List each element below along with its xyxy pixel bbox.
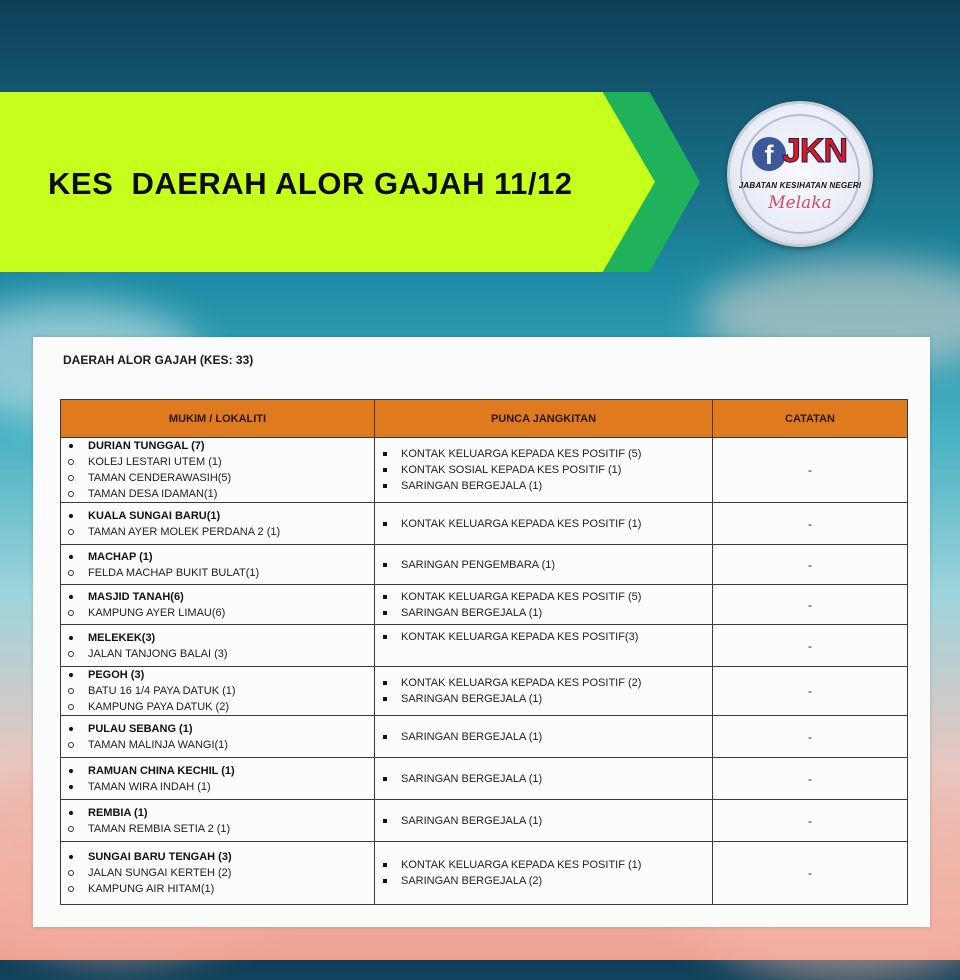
- logo-subtitle: JABATAN KESIHATAN NEGERI: [738, 181, 862, 190]
- punca-list: [383, 857, 712, 889]
- logo-script: Melaka: [768, 193, 832, 213]
- catatan-cell: -: [713, 842, 908, 905]
- mukim-name: PEGOH (3): [69, 667, 374, 683]
- table-row: [61, 842, 908, 905]
- mukim-list: [69, 630, 374, 662]
- punca-list: [383, 629, 712, 645]
- mukim-list: [69, 805, 374, 837]
- lokaliti-item: KOLEJ LESTARI UTEM (1): [69, 454, 374, 470]
- table-row: [61, 503, 908, 545]
- catatan-cell: -: [713, 758, 908, 800]
- punca-item: SARINGAN BERGEJALA (2): [383, 873, 712, 889]
- lokaliti-item: KAMPUNG AYER LIMAU(6): [69, 605, 374, 621]
- mukim-cell: [61, 438, 375, 503]
- mukim-cell: [61, 585, 375, 625]
- mukim-list: [69, 549, 374, 581]
- mukim-cell: [61, 758, 375, 800]
- punca-cell: [375, 758, 713, 800]
- page-title: KES DAERAH ALOR GAJAH 11/12: [48, 166, 573, 201]
- mukim-name: MELEKEK(3): [69, 630, 374, 646]
- mukim-cell: [61, 503, 375, 545]
- lokaliti-item: TAMAN CENDERAWASIH(5): [69, 470, 374, 486]
- mukim-list: [69, 667, 374, 715]
- lokaliti-item: TAMAN DESA IDAMAN(1): [69, 486, 374, 502]
- lokaliti-item: TAMAN AYER MOLEK PERDANA 2 (1): [69, 524, 374, 540]
- punca-cell: [375, 438, 713, 503]
- punca-item: KONTAK KELUARGA KEPADA KES POSITIF (5): [383, 589, 712, 605]
- mukim-list: [69, 589, 374, 621]
- punca-item: SARINGAN BERGEJALA (1): [383, 771, 712, 787]
- punca-list: [383, 675, 712, 707]
- mukim-list: [69, 763, 374, 795]
- punca-cell: [375, 800, 713, 842]
- header-mukim: MUKIM / LOKALITI: [61, 400, 375, 438]
- punca-item: SARINGAN BERGEJALA (1): [383, 605, 712, 621]
- punca-list: [383, 557, 712, 573]
- lokaliti-item: BATU 16 1/4 PAYA DATUK (1): [69, 683, 374, 699]
- catatan-cell: -: [713, 716, 908, 758]
- punca-item: KONTAK KELUARGA KEPADA KES POSITIF (2): [383, 675, 712, 691]
- catatan-cell: -: [713, 503, 908, 545]
- punca-cell: [375, 503, 713, 545]
- table-row: [61, 585, 908, 625]
- punca-item: KONTAK KELUARGA KEPADA KES POSITIF(3): [383, 629, 712, 645]
- punca-cell: [375, 842, 713, 905]
- mukim-list: [69, 508, 374, 540]
- mukim-cell: [61, 716, 375, 758]
- punca-item: KONTAK KELUARGA KEPADA KES POSITIF (5): [383, 446, 712, 462]
- table-row: [61, 625, 908, 667]
- punca-item: KONTAK KELUARGA KEPADA KES POSITIF (1): [383, 857, 712, 873]
- mukim-name: MASJID TANAH(6): [69, 589, 374, 605]
- jkn-logo: [727, 101, 873, 247]
- table-row: [61, 716, 908, 758]
- lokaliti-item: KAMPUNG AIR HITAM(1): [69, 881, 374, 897]
- catatan-cell: -: [713, 438, 908, 503]
- punca-item: SARINGAN BERGEJALA (1): [383, 813, 712, 829]
- mukim-list: [69, 721, 374, 753]
- catatan-cell: -: [713, 625, 908, 667]
- mukim-cell: [61, 800, 375, 842]
- table-row: [61, 438, 908, 503]
- lokaliti-item: FELDA MACHAP BUKIT BULAT(1): [69, 565, 374, 581]
- punca-item: KONTAK SOSIAL KEPADA KES POSITIF (1): [383, 462, 712, 478]
- table-row: [61, 758, 908, 800]
- header-catatan: CATATAN: [713, 400, 908, 438]
- lokaliti-item: TAMAN WIRA INDAH (1): [69, 779, 374, 795]
- punca-item: SARINGAN BERGEJALA (1): [383, 729, 712, 745]
- mukim-name: PULAU SEBANG (1): [69, 721, 374, 737]
- punca-list: [383, 729, 712, 745]
- punca-list: [383, 589, 712, 621]
- mukim-cell: [61, 545, 375, 585]
- catatan-cell: -: [713, 545, 908, 585]
- lokaliti-item: JALAN SUNGAI KERTEH (2): [69, 865, 374, 881]
- punca-list: [383, 446, 712, 494]
- mukim-cell: [61, 667, 375, 716]
- mukim-cell: [61, 842, 375, 905]
- mukim-name: REMBIA (1): [69, 805, 374, 821]
- facebook-icon: f: [752, 137, 786, 171]
- punca-cell: [375, 625, 713, 667]
- lokaliti-item: TAMAN MALINJA WANGI(1): [69, 737, 374, 753]
- catatan-cell: -: [713, 667, 908, 716]
- punca-cell: [375, 667, 713, 716]
- punca-list: [383, 771, 712, 787]
- table-row: [61, 545, 908, 585]
- header-punca: PUNCA JANGKITAN: [375, 400, 713, 438]
- mukim-name: SUNGAI BARU TENGAH (3): [69, 849, 374, 865]
- punca-list: [383, 516, 712, 532]
- mukim-list: [69, 849, 374, 897]
- punca-item: SARINGAN BERGEJALA (1): [383, 478, 712, 494]
- table-body: [61, 438, 908, 905]
- case-document: [33, 337, 930, 927]
- catatan-cell: -: [713, 585, 908, 625]
- catatan-cell: -: [713, 800, 908, 842]
- punca-item: SARINGAN BERGEJALA (1): [383, 691, 712, 707]
- table-row: [61, 667, 908, 716]
- punca-cell: [375, 585, 713, 625]
- mukim-name: KUALA SUNGAI BARU(1): [69, 508, 374, 524]
- punca-cell: [375, 545, 713, 585]
- table-header-row: [61, 400, 908, 438]
- case-table: [60, 399, 908, 905]
- mukim-name: RAMUAN CHINA KECHIL (1): [69, 763, 374, 779]
- lokaliti-item: KAMPUNG PAYA DATUK (2): [69, 699, 374, 715]
- punca-item: KONTAK KELUARGA KEPADA KES POSITIF (1): [383, 516, 712, 532]
- mukim-name: DURIAN TUNGGAL (7): [69, 438, 374, 454]
- mukim-cell: [61, 625, 375, 667]
- lokaliti-item: TAMAN REMBIA SETIA 2 (1): [69, 821, 374, 837]
- punca-list: [383, 813, 712, 829]
- logo-acronym: JKN: [782, 132, 848, 170]
- punca-item: SARINGAN PENGEMBARA (1): [383, 557, 712, 573]
- punca-cell: [375, 716, 713, 758]
- lokaliti-item: JALAN TANJONG BALAI (3): [69, 646, 374, 662]
- table-row: [61, 800, 908, 842]
- mukim-name: MACHAP (1): [69, 549, 374, 565]
- mukim-list: [69, 438, 374, 502]
- document-heading: DAERAH ALOR GAJAH (KES: 33): [63, 353, 254, 367]
